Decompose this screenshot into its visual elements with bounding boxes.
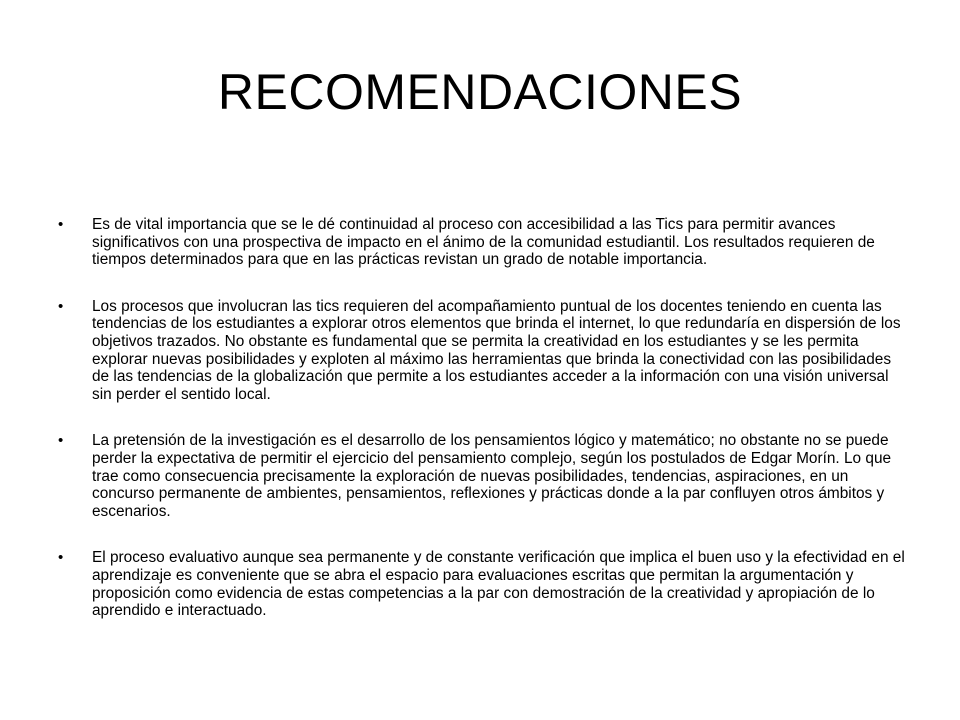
bullet-item bbox=[56, 549, 908, 619]
bullet-icon: • bbox=[58, 297, 64, 315]
bullet-icon: • bbox=[58, 432, 64, 450]
bullet-text: Los procesos que involucran las tics requieren del acompañamiento puntual de los docentes teniendo en cuenta las tendencias de los estudiantes a explorar otros elementos que brinda el internet, lo que redundaría en dispersión de los objetivos trazados. No obstante es fundamental que se permita la creatividad en los estudiantes y se les permita explorar nuevas posibilidades y exploten al máximo las herramientas que brinda la conectividad con las posibilidades de las tendencias de la globalización que permite a los estudiantes acceder a la información con una visión universal sin perder el sentido local. bbox=[92, 297, 901, 403]
bullet-item bbox=[56, 216, 908, 269]
slide-title: RECOMENDACIONES bbox=[217, 64, 743, 120]
bullet-text: Es de vital importancia que se le dé continuidad al proceso con accesibilidad a las Tics para permitir avances significativos con una prospectiva de impacto en el ánimo de la comunidad estudiantil. Los resultados requieren de tiempos determinados para que en las prácticas revistan un grado de notable importancia. bbox=[92, 216, 875, 269]
bullet-item bbox=[56, 298, 908, 404]
bullet-item bbox=[56, 432, 908, 520]
bullet-list bbox=[56, 216, 908, 620]
bullet-text: La pretensión de la investigación es el desarrollo de los pensamientos lógico y matemático; no obstante no se puede perder la expectativa de permitir el ejercicio del pensamiento complejo, según los postulados de Edgar Morín. Lo que trae como consecuencia precisamente la exploración de nuevas posibilidades, tendencias, aspiraciones, en un concurso permanente de ambientes, pensamientos, reflexiones y prácticas donde a la par confluyen otros ámbitos y escenarios. bbox=[92, 432, 892, 520]
bullet-icon: • bbox=[58, 549, 64, 567]
bullet-text: El proceso evaluativo aunque sea permanente y de constante verificación que implica el buen uso y la efectividad en el aprendizaje es conveniente que se abra el espacio para evaluaciones escritas que permitan la argumentación y proposición como evidencia de estas competencias a la par con demostración de la creatividad y apropiación de lo aprendido e interactuado. bbox=[92, 549, 905, 620]
bullet-icon: • bbox=[58, 216, 64, 233]
